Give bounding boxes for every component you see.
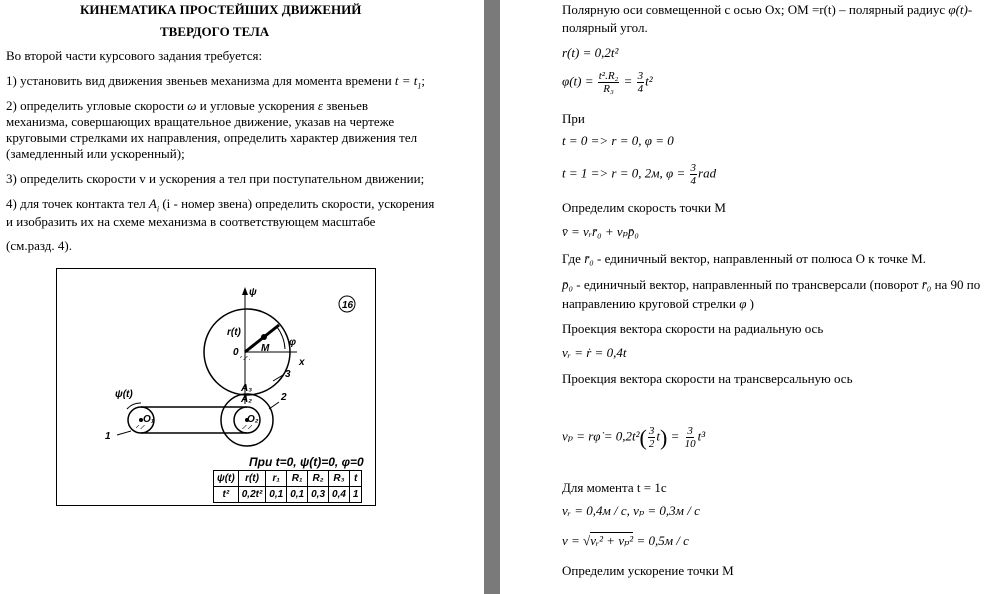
p0-text: - единичный вектор, направленный по трансверсали (поворот xyxy=(576,277,919,292)
label-2: 2 xyxy=(281,392,287,403)
table-header-cell: ψ(t) xyxy=(214,471,239,487)
eq-v-rhs: = 0,5м / с xyxy=(633,533,689,548)
label-1: 1 xyxy=(105,431,111,442)
eq-vp-lhs: vₚ = rφ̇ = 0,2t² xyxy=(562,428,640,444)
label-r-t: r(t) xyxy=(227,327,241,338)
eq-vp-equals: = xyxy=(670,428,680,444)
eq-t1-num: 3 xyxy=(690,162,697,174)
table-value-cell: 0,1 xyxy=(287,487,308,503)
left-page xyxy=(0,0,484,594)
leader-2 xyxy=(269,402,279,409)
support-O2 xyxy=(242,425,252,429)
eq-phi-tail: t² xyxy=(645,73,653,89)
where-r0-line xyxy=(562,251,926,266)
table-header-cell: R₁ xyxy=(287,471,308,487)
pri-label: При xyxy=(562,111,585,126)
eq-vp-tail: t³ xyxy=(697,428,706,444)
eq-t1-den: 4 xyxy=(690,175,697,187)
eq-phi-lhs: φ(t) = xyxy=(562,73,594,89)
intro-text: Во второй части курсового задания требуется: xyxy=(6,48,263,63)
label-M: M xyxy=(261,343,270,354)
psi-arc xyxy=(127,403,141,409)
eq-vp-den: 10 xyxy=(684,438,696,450)
initial-conditions: При t=0, ψ(t)=0, φ=0 xyxy=(249,455,364,469)
eq-vp-inner-num: 3 xyxy=(648,425,655,437)
axis-arrow-up xyxy=(242,287,248,295)
omega-symbol: ω xyxy=(187,98,197,113)
label-phi: φ xyxy=(289,337,297,348)
item-1-sub: 1 xyxy=(417,81,422,91)
where-text: - единичный вектор, направленный от полюса О к точке М. xyxy=(597,251,926,266)
table-value-cell: 0,4 xyxy=(329,487,350,503)
epsilon-symbol: ε xyxy=(317,98,323,113)
table-header-cell: r₁ xyxy=(266,471,287,487)
contact-point-index: i xyxy=(156,204,160,214)
projection-radial-title: Проекция вектора скорости на радиальную ось xyxy=(562,321,824,336)
equation-v-magnitude xyxy=(562,533,689,548)
sqrt-symbol: √ xyxy=(583,533,591,548)
label-psi-axis: ψ xyxy=(249,287,257,298)
label-A2: A₂ xyxy=(241,394,253,405)
table-header-cell: t xyxy=(349,471,362,487)
phi-symbol: φ(t) xyxy=(948,2,968,17)
label-x: x xyxy=(299,357,305,368)
leader-1 xyxy=(117,431,131,435)
eq-phi-fraction-1 xyxy=(598,70,620,95)
eq-vp-num: 3 xyxy=(687,425,693,437)
label-3: 3 xyxy=(285,369,291,380)
eq-t1-fraction xyxy=(690,162,698,187)
eq-phi-den2: 4 xyxy=(637,83,644,95)
p0-text-2: на 90 по xyxy=(934,277,981,292)
eq-vp-rparen: ) xyxy=(659,425,668,450)
equation-r: r(t) = 0,2t² xyxy=(562,45,619,60)
table-header-cell: r(t) xyxy=(238,471,266,487)
table-value-cell: 0,1 xyxy=(266,487,287,503)
support-O xyxy=(240,356,250,360)
item-1: 1) установить вид движения звеньев механизма для момента времени $t = t_1$; xyxy=(6,73,426,91)
table-header-cell: R₂ xyxy=(308,471,329,487)
projection-transverse-title: Проекция вектора скорости на трансверсальную ось xyxy=(562,371,853,386)
eq-vp-inner-den: 2 xyxy=(648,438,655,450)
polar-axis-text: Полярную оси совмещенной с осью Ox; OM =r(t) – полярный радиус xyxy=(562,2,946,17)
mechanism-figure xyxy=(56,268,376,506)
parameter-table xyxy=(213,470,362,503)
table-header-cell: R₃ xyxy=(329,471,350,487)
page-gutter xyxy=(484,0,500,594)
right-page xyxy=(500,0,1000,594)
polar-axis-line-1 xyxy=(562,2,972,17)
equation-v-vector: v̄ = vᵣr̄₀ + vₚp̄₀ xyxy=(562,224,639,239)
eq-phi-fraction-2 xyxy=(637,70,645,95)
title-line-2: ТВЕРДОГО ТЕЛА xyxy=(160,24,270,39)
equation-phi xyxy=(562,70,653,95)
item-4-text-b: (i - номер звена) определить скорости, ускорения xyxy=(162,196,435,211)
where-label: Где xyxy=(562,251,581,266)
item-2-line-3: круговыми стрелками их направления, определить характер движения тел xyxy=(6,130,418,145)
item-1-text: 1) установить вид движения звеньев механизма для момента времени xyxy=(6,73,392,88)
label-psi-t: ψ(t) xyxy=(115,389,133,400)
item-2-line-4: (замедленный или ускоренный); xyxy=(6,146,185,161)
eq-phi-num: t².R₂ xyxy=(598,70,619,82)
variant-number: 16 xyxy=(342,300,354,311)
moment-label: Для момента t = 1c xyxy=(562,480,667,495)
eq-phi-den: R₃ xyxy=(603,83,614,95)
table-value-cell: 0,3 xyxy=(308,487,329,503)
item-2-line-2: механизма, совершающих вращательное движение, указав на чертеже xyxy=(6,114,395,129)
eq-vp-lparen: ( xyxy=(639,425,647,450)
p0-line-2-text: направлению круговой стрелки xyxy=(562,296,736,311)
p0-line-2-end: ) xyxy=(749,296,754,311)
eq-v-lhs: v = xyxy=(562,533,584,548)
title-line-1: КИНЕМАТИКА ПРОСТЕЙШИХ ДВИЖЕНИЙ xyxy=(80,2,362,17)
equation-vr: vᵣ = ṙ = 0,4t xyxy=(562,345,627,360)
polar-axis-dash: - xyxy=(967,2,973,17)
label-O: 0 xyxy=(233,347,239,358)
r0-symbol: r̄₀ xyxy=(584,251,594,266)
parameter-header-row xyxy=(214,471,362,487)
p0-line-2 xyxy=(562,296,754,311)
support-O1 xyxy=(136,425,146,429)
p0-line-1 xyxy=(562,277,980,292)
item-2-text-b: и угловые ускорения xyxy=(199,98,315,113)
equation-values: vᵣ = 0,4м / с, vₚ = 0,3м / с xyxy=(562,503,700,518)
contact-point-symbol: A xyxy=(148,196,157,211)
eq-t1-tail: rad xyxy=(698,165,717,181)
eq-vp-inner-tail: t xyxy=(656,428,660,444)
speed-title: Определим скорость точки М xyxy=(562,200,726,215)
eq-vp-fraction xyxy=(684,425,697,450)
eq-t1-text: t = 1 => r = 0, 2м, φ = xyxy=(562,165,686,181)
item-2-text-c: звеньев xyxy=(326,98,368,113)
label-A3: A₃ xyxy=(241,383,253,394)
polar-axis-line-2: полярный угол. xyxy=(562,20,648,35)
table-value-cell: 1 xyxy=(349,487,362,503)
label-O1: O₁ xyxy=(143,414,155,425)
item-2-line-1 xyxy=(6,98,368,113)
table-value-cell: t² xyxy=(214,487,239,503)
item-4-line-2: и изобразить их на схеме механизма в соответствующем масштабе xyxy=(6,214,376,229)
eq-phi-num2: 3 xyxy=(637,70,644,82)
item-3: 3) определить скорости v и ускорения a тел при поступательном движении; xyxy=(6,171,425,186)
equation-t0: t = 0 => r = 0, φ = 0 xyxy=(562,133,674,148)
point-M xyxy=(261,334,267,340)
item-1-math: t = t xyxy=(394,73,418,88)
eq-phi-equals: = xyxy=(623,73,633,89)
item-4-text-a: 4) для точек контакта тел xyxy=(6,196,146,211)
label-O2: O₂ xyxy=(247,414,259,425)
acceleration-title: Определим ускорение точки М xyxy=(562,563,734,578)
table-value-cell: 0,2t² xyxy=(238,487,266,503)
eq-vp-inner-fraction xyxy=(648,425,656,450)
equation-vp xyxy=(562,425,705,450)
p0-r0-symbol: r̄₀ xyxy=(921,277,932,292)
item-2-text-a: 2) определить угловые скорости xyxy=(6,98,185,113)
p0-symbol: p̄₀ xyxy=(562,277,574,292)
item-4-line-3: (см.разд. 4). xyxy=(6,238,72,253)
equation-t1 xyxy=(562,162,716,187)
eq-v-radicand: vᵣ² + vₚ² xyxy=(590,533,634,548)
parameter-value-row xyxy=(214,487,362,503)
p0-phi-symbol: φ xyxy=(739,296,747,311)
